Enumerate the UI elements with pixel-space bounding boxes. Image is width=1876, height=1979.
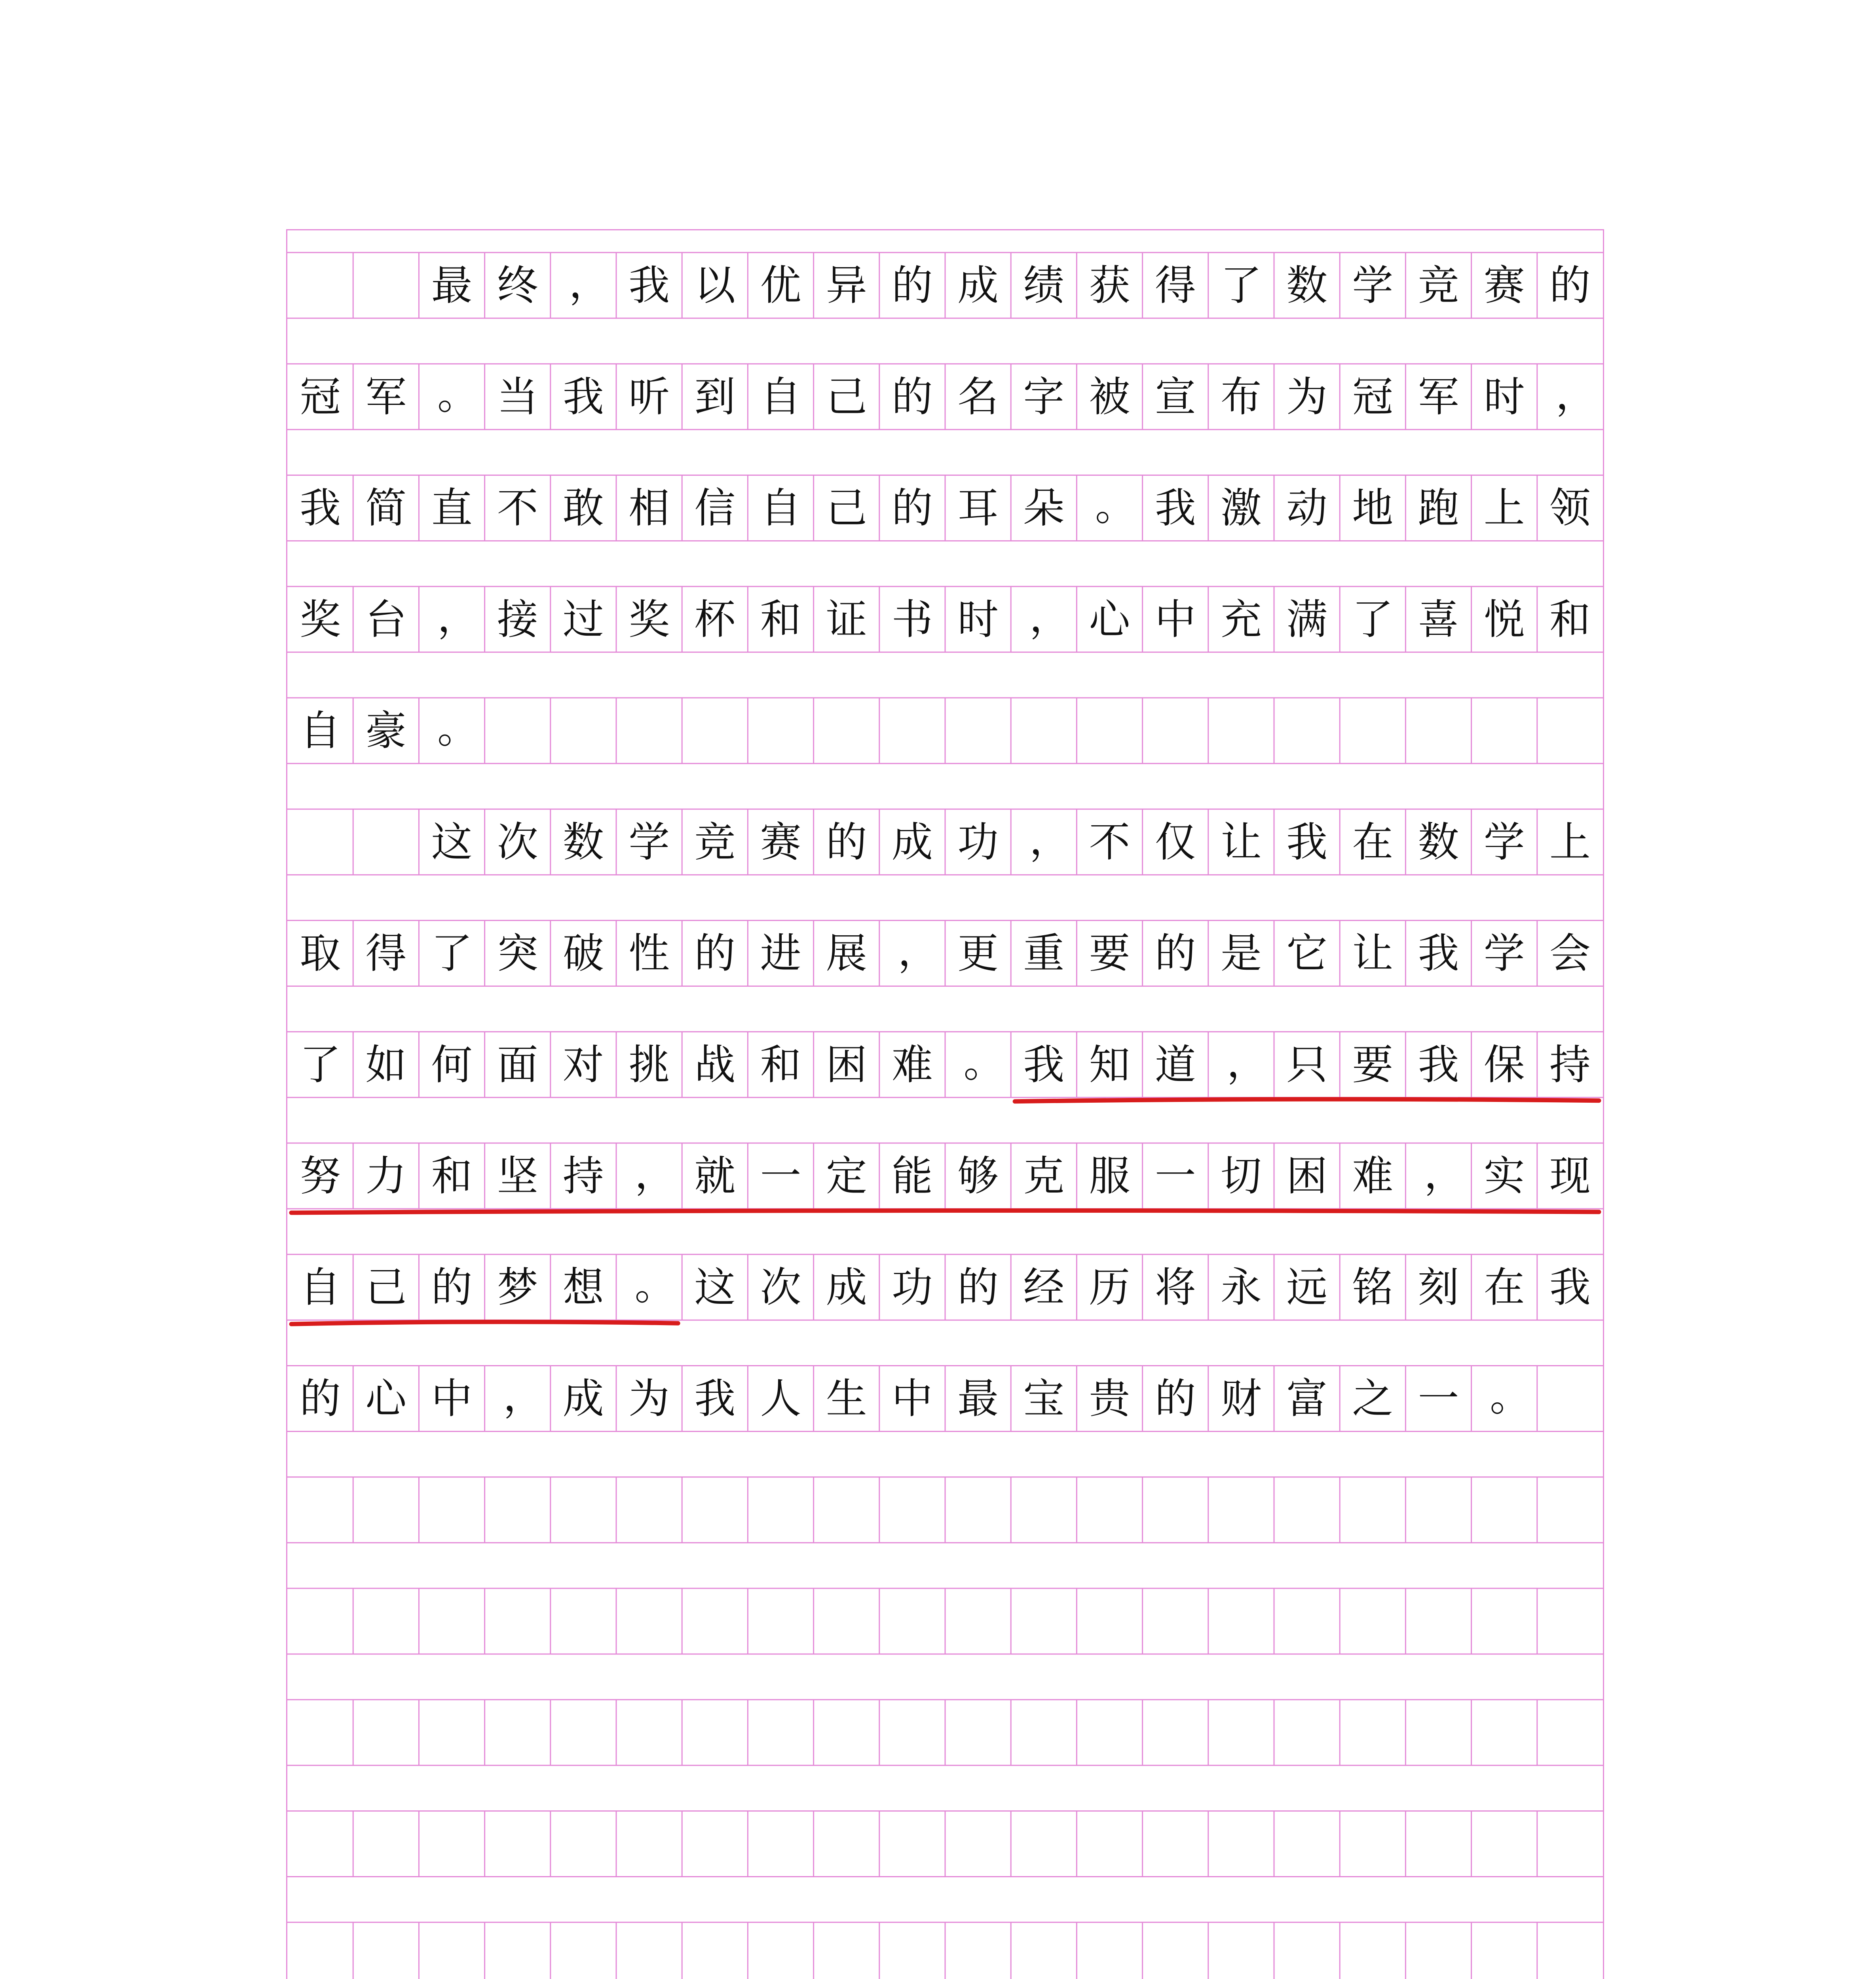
essay-char: 的 xyxy=(1549,261,1591,310)
essay-char: 展 xyxy=(826,929,867,978)
punctuation-char: ， xyxy=(1029,593,1071,641)
essay-char: 当 xyxy=(497,372,538,421)
essay-char: 军 xyxy=(1418,372,1459,421)
essay-char: 困 xyxy=(1286,1152,1328,1200)
essay-char: 它 xyxy=(1286,929,1328,978)
essay-char: 宣 xyxy=(1154,372,1196,421)
essay-char: 定 xyxy=(826,1152,867,1200)
essay-char: 地 xyxy=(1352,484,1394,532)
essay-char: 书 xyxy=(891,595,933,644)
essay-char: 奖 xyxy=(628,595,670,644)
essay-char: 面 xyxy=(497,1040,538,1089)
essay-char: 坚 xyxy=(497,1152,538,1200)
essay-char: 就 xyxy=(694,1152,736,1200)
essay-char: 心 xyxy=(1089,595,1130,644)
essay-char: 让 xyxy=(1220,818,1262,866)
essay-char: 简 xyxy=(365,484,407,532)
essay-char: 到 xyxy=(694,372,736,421)
essay-char: 异 xyxy=(826,261,867,310)
punctuation-char: 。 xyxy=(437,370,478,419)
essay-char: 己 xyxy=(365,1263,407,1312)
essay-char: 冠 xyxy=(300,372,341,421)
essay-char: 了 xyxy=(431,929,473,978)
essay-char: 贵 xyxy=(1089,1374,1130,1423)
essay-char: 刻 xyxy=(1418,1263,1459,1312)
essay-char: 时 xyxy=(957,595,999,644)
essay-char: 一 xyxy=(1418,1374,1459,1423)
essay-char: 克 xyxy=(1023,1152,1065,1200)
essay-char: 自 xyxy=(300,1263,341,1312)
essay-char: 赛 xyxy=(760,818,801,866)
essay-char: 布 xyxy=(1220,372,1262,421)
essay-char: 绩 xyxy=(1023,261,1065,310)
essay-char: 动 xyxy=(1286,484,1328,532)
essay-char: 我 xyxy=(1418,929,1459,978)
essay-char: 直 xyxy=(431,484,473,532)
essay-char: 充 xyxy=(1220,595,1262,644)
red-underline xyxy=(1015,1099,1599,1102)
essay-char: 要 xyxy=(1089,929,1130,978)
red-underline xyxy=(291,1210,1599,1213)
essay-char: 学 xyxy=(1483,929,1525,978)
essay-char: 现 xyxy=(1549,1152,1591,1200)
essay-char: 时 xyxy=(1483,372,1525,421)
essay-char: 能 xyxy=(891,1152,933,1200)
essay-char: 了 xyxy=(1220,261,1262,310)
essay-char: 中 xyxy=(431,1374,473,1423)
essay-char: 过 xyxy=(562,595,604,644)
essay-char: 竞 xyxy=(1418,261,1459,310)
essay-char: 挑 xyxy=(628,1040,670,1089)
essay-char: 数 xyxy=(1286,261,1328,310)
essay-char: 己 xyxy=(826,484,867,532)
essay-char: 优 xyxy=(760,261,801,310)
essay-char: 实 xyxy=(1483,1152,1525,1200)
essay-char: 为 xyxy=(1286,372,1328,421)
essay-char: 数 xyxy=(1418,818,1459,866)
essay-char: 和 xyxy=(760,595,801,644)
essay-char: 接 xyxy=(497,595,538,644)
essay-char: 进 xyxy=(760,929,801,978)
essay-char: 不 xyxy=(497,484,538,532)
essay-char: 破 xyxy=(562,929,604,978)
essay-char: 的 xyxy=(1154,929,1196,978)
essay-char: 难 xyxy=(1352,1152,1394,1200)
punctuation-char: ， xyxy=(634,1149,676,1198)
essay-char: 之 xyxy=(1352,1374,1394,1423)
punctuation-char: ， xyxy=(437,593,478,641)
essay-char: 学 xyxy=(1483,818,1525,866)
essay-char: 经 xyxy=(1023,1263,1065,1312)
essay-char: 的 xyxy=(1154,1374,1196,1423)
essay-char: 突 xyxy=(497,929,538,978)
essay-char: 生 xyxy=(826,1374,867,1423)
essay-char: 在 xyxy=(1352,818,1394,866)
punctuation-char: ， xyxy=(1029,815,1071,864)
punctuation-char: ， xyxy=(1424,1149,1465,1198)
essay-char: 何 xyxy=(431,1040,473,1089)
essay-char: 持 xyxy=(562,1152,604,1200)
essay-char: 不 xyxy=(1089,818,1130,866)
essay-char: 领 xyxy=(1549,484,1591,532)
essay-char: 和 xyxy=(760,1040,801,1089)
essay-char: 成 xyxy=(562,1374,604,1423)
essay-char: 想 xyxy=(562,1263,604,1312)
essay-char: 我 xyxy=(1023,1040,1065,1089)
essay-char: 保 xyxy=(1483,1040,1525,1089)
essay-char: 和 xyxy=(431,1152,473,1200)
essay-char: 喜 xyxy=(1418,595,1459,644)
essay-char: 财 xyxy=(1220,1374,1262,1423)
essay-char: 信 xyxy=(694,484,736,532)
essay-char: 将 xyxy=(1154,1263,1196,1312)
essay-char: 和 xyxy=(1549,595,1591,644)
essay-char: 这 xyxy=(694,1263,736,1312)
essay-char: 台 xyxy=(365,595,407,644)
essay-char: 中 xyxy=(1154,595,1196,644)
essay-char: 次 xyxy=(497,818,538,866)
essay-char: 中 xyxy=(891,1374,933,1423)
essay-char: 己 xyxy=(826,372,867,421)
essay-char: 梦 xyxy=(497,1263,538,1312)
essay-char: 得 xyxy=(1154,261,1196,310)
essay-char: 的 xyxy=(891,372,933,421)
essay-char: 性 xyxy=(628,929,670,978)
essay-char: 人 xyxy=(760,1374,801,1423)
essay-char: 努 xyxy=(300,1152,341,1200)
punctuation-char: 。 xyxy=(963,1038,1005,1086)
essay-char: 在 xyxy=(1483,1263,1525,1312)
essay-char: 的 xyxy=(431,1263,473,1312)
essay-char: 最 xyxy=(431,261,473,310)
essay-char: 耳 xyxy=(957,484,999,532)
essay-char: 知 xyxy=(1089,1040,1130,1089)
punctuation-char: ， xyxy=(898,927,939,975)
essay-char: 上 xyxy=(1483,484,1525,532)
essay-char: 自 xyxy=(760,372,801,421)
essay-char: 的 xyxy=(826,818,867,866)
essay-char: 学 xyxy=(628,818,670,866)
essay-char: 只 xyxy=(1286,1040,1328,1089)
essay-char: 悦 xyxy=(1483,595,1525,644)
essay-char: 听 xyxy=(628,372,670,421)
essay-char: 我 xyxy=(1154,484,1196,532)
essay-char: 奖 xyxy=(300,595,341,644)
essay-char: 仅 xyxy=(1154,818,1196,866)
essay-char: 让 xyxy=(1352,929,1394,978)
essay-char: 激 xyxy=(1220,484,1262,532)
essay-char: 自 xyxy=(760,484,801,532)
essay-char: 我 xyxy=(628,261,670,310)
essay-char: 学 xyxy=(1352,261,1394,310)
essay-char: 的 xyxy=(957,1263,999,1312)
essay-char: 满 xyxy=(1286,595,1328,644)
essay-char: 战 xyxy=(694,1040,736,1089)
essay-char: 的 xyxy=(300,1374,341,1423)
essay-char: 这 xyxy=(431,818,473,866)
essay-char: 为 xyxy=(628,1374,670,1423)
essay-char: 富 xyxy=(1286,1374,1328,1423)
essay-char: 杯 xyxy=(694,595,736,644)
essay-char: 成 xyxy=(891,818,933,866)
essay-char: 一 xyxy=(1154,1152,1196,1200)
essay-char: 相 xyxy=(628,484,670,532)
essay-char: 困 xyxy=(826,1040,867,1089)
essay-char: 对 xyxy=(562,1040,604,1089)
essay-char: 以 xyxy=(694,261,736,310)
essay-char: 豪 xyxy=(365,707,407,755)
essay-char: 一 xyxy=(760,1152,801,1200)
punctuation-char: 。 xyxy=(437,704,478,752)
essay-char: 竞 xyxy=(694,818,736,866)
essay-char: 取 xyxy=(300,929,341,978)
essay-char: 上 xyxy=(1549,818,1591,866)
essay-char: 我 xyxy=(300,484,341,532)
essay-char: 我 xyxy=(1286,818,1328,866)
essay-char: 要 xyxy=(1352,1040,1394,1089)
essay-char: 终 xyxy=(497,261,538,310)
essay-char: 我 xyxy=(1549,1263,1591,1312)
punctuation-char: ， xyxy=(1555,370,1597,419)
essay-char: 铭 xyxy=(1352,1263,1394,1312)
essay-char: 永 xyxy=(1220,1263,1262,1312)
essay-char: 难 xyxy=(891,1040,933,1089)
essay-char: 功 xyxy=(891,1263,933,1312)
essay-char: 宝 xyxy=(1023,1374,1065,1423)
essay-char: 远 xyxy=(1286,1263,1328,1312)
essay-char: 够 xyxy=(957,1152,999,1200)
essay-char: 跑 xyxy=(1418,484,1459,532)
punctuation-char: ， xyxy=(503,1372,545,1421)
punctuation-char: ， xyxy=(1227,1038,1268,1086)
essay-char: 重 xyxy=(1023,929,1065,978)
essay-char: 更 xyxy=(957,929,999,978)
essay-char: 的 xyxy=(891,484,933,532)
essay-char: 敢 xyxy=(562,484,604,532)
punctuation-char: ， xyxy=(569,259,610,307)
essay-char: 成 xyxy=(957,261,999,310)
punctuation-char: 。 xyxy=(1490,1372,1531,1421)
grid-canvas xyxy=(287,230,1603,1979)
essay-char: 名 xyxy=(957,372,999,421)
essay-char: 会 xyxy=(1549,929,1591,978)
essay-char: 得 xyxy=(365,929,407,978)
essay-char: 数 xyxy=(562,818,604,866)
punctuation-char: 。 xyxy=(634,1261,676,1309)
essay-char: 历 xyxy=(1089,1263,1130,1312)
essay-char: 的 xyxy=(891,261,933,310)
essay-char: 功 xyxy=(957,818,999,866)
essay-char: 我 xyxy=(694,1374,736,1423)
punctuation-char: 。 xyxy=(1095,481,1136,530)
essay-char: 成 xyxy=(826,1263,867,1312)
essay-char: 冠 xyxy=(1352,372,1394,421)
essay-char: 获 xyxy=(1089,261,1130,310)
essay-char: 证 xyxy=(826,595,867,644)
essay-char: 了 xyxy=(1352,595,1394,644)
essay-char: 如 xyxy=(365,1040,407,1089)
essay-char: 是 xyxy=(1220,929,1262,978)
essay-char: 我 xyxy=(562,372,604,421)
essay-char: 的 xyxy=(694,929,736,978)
essay-char: 服 xyxy=(1089,1152,1130,1200)
essay-char: 朵 xyxy=(1023,484,1065,532)
essay-char: 次 xyxy=(760,1263,801,1312)
essay-char: 被 xyxy=(1089,372,1130,421)
essay-char: 心 xyxy=(365,1374,407,1423)
essay-grid-paper xyxy=(286,229,1604,1979)
red-underline xyxy=(291,1322,678,1324)
essay-char: 了 xyxy=(300,1040,341,1089)
essay-char: 道 xyxy=(1154,1040,1196,1089)
essay-char: 军 xyxy=(365,372,407,421)
essay-char: 切 xyxy=(1220,1152,1262,1200)
essay-char: 力 xyxy=(365,1152,407,1200)
essay-char: 持 xyxy=(1549,1040,1591,1089)
essay-char: 字 xyxy=(1023,372,1065,421)
essay-char: 赛 xyxy=(1483,261,1525,310)
essay-char: 自 xyxy=(300,707,341,755)
essay-char: 我 xyxy=(1418,1040,1459,1089)
essay-char: 最 xyxy=(957,1374,999,1423)
